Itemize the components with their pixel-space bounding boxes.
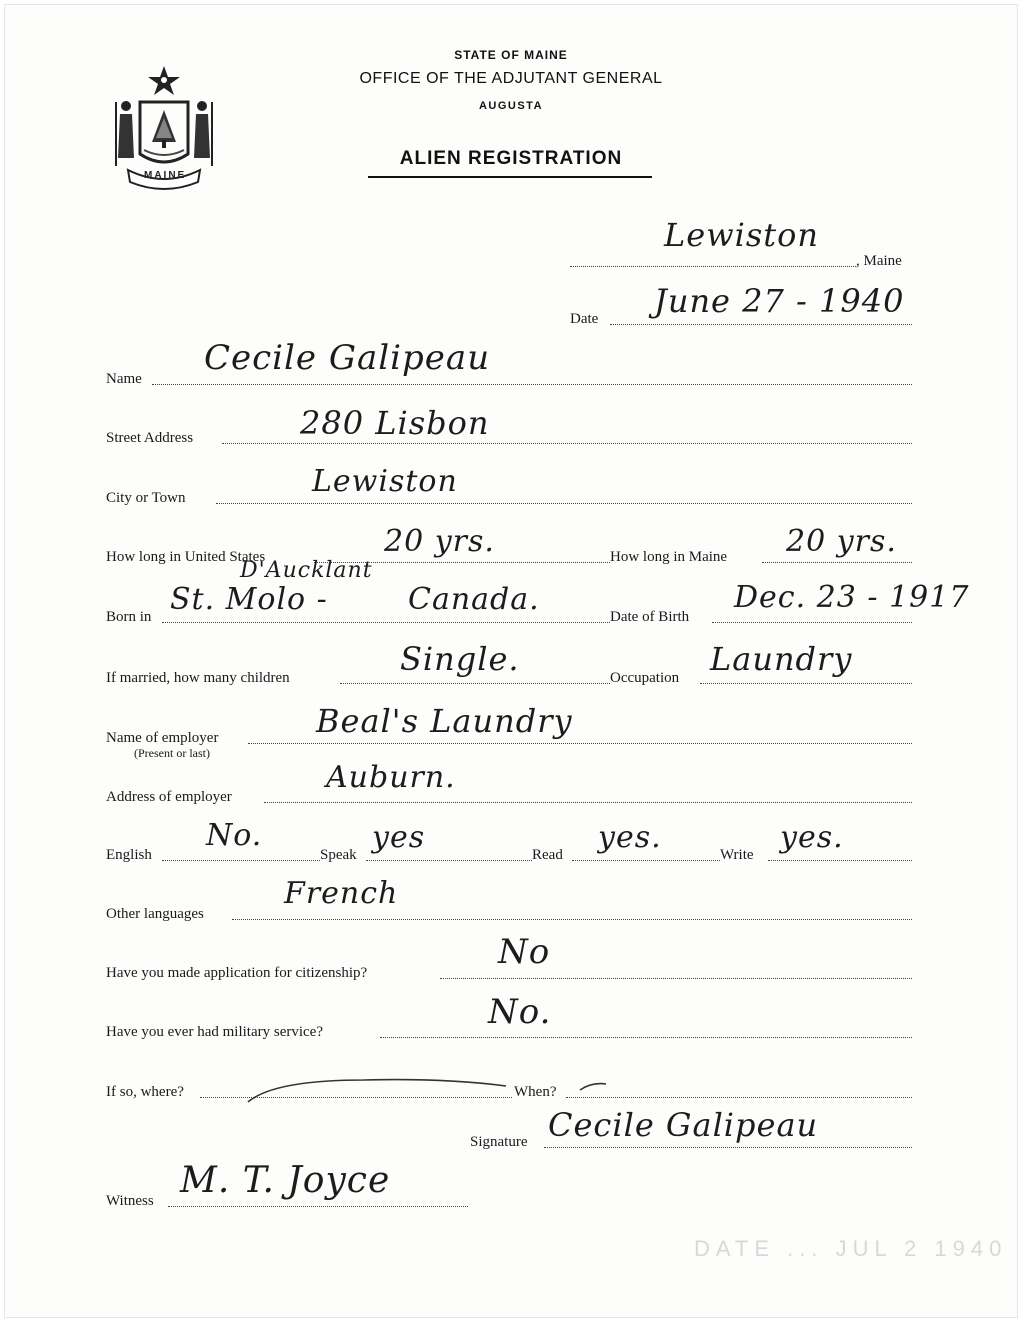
born-country-entry: Canada. (408, 582, 540, 617)
how-long-maine-label: How long in Maine (610, 549, 728, 565)
city-header-line (570, 266, 856, 267)
date-entry: June 27 - 1940 (654, 282, 905, 320)
children-line (340, 683, 610, 684)
occupation-line (700, 683, 912, 684)
occupation-entry: Laundry (710, 640, 853, 678)
citizenship-entry: No (498, 932, 551, 972)
signature-line (544, 1147, 912, 1148)
signature-label: Signature (470, 1134, 528, 1150)
city-town-line (216, 503, 912, 504)
when-label: When? (514, 1084, 557, 1100)
other-languages-line (232, 919, 912, 920)
write-entry: yes. (780, 820, 844, 855)
how-long-us-label: How long in United States (106, 549, 266, 565)
write-label: Write (720, 847, 754, 863)
how-long-maine-line (762, 562, 912, 563)
employer-entry: Beal's Laundry (316, 702, 573, 740)
city-header-entry: Lewiston (664, 216, 819, 254)
date-of-birth-line (712, 622, 912, 623)
military-line (380, 1037, 912, 1038)
witness-entry: M. T. Joyce (180, 1160, 391, 1201)
if-so-where-label: If so, where? (106, 1084, 184, 1100)
street-entry: 280 Lisbon (300, 404, 490, 442)
how-long-maine-entry: 20 yrs. (786, 524, 897, 559)
header-office: OFFICE OF THE ADJUTANT GENERAL (359, 70, 663, 87)
english-entry: No. (206, 818, 263, 853)
speak-entry: yes (372, 820, 426, 855)
employer-address-label: Address of employer (106, 789, 232, 805)
employer-address-entry: Auburn. (326, 760, 456, 795)
name-line (152, 384, 912, 385)
english-line (162, 860, 320, 861)
date-label: Date (570, 311, 599, 327)
employer-line (248, 743, 912, 744)
read-entry: yes. (598, 820, 662, 855)
military-label: Have you ever had military service? (106, 1024, 323, 1040)
seal-banner-text: MAINE (144, 170, 187, 181)
city-town-entry: Lewiston (312, 464, 458, 499)
header-city: AUGUSTA (478, 100, 544, 112)
witness-line (168, 1206, 468, 1207)
title-underline (368, 176, 652, 178)
occupation-label: Occupation (610, 670, 680, 686)
witness-label: Witness (106, 1193, 154, 1209)
english-label: English (106, 847, 152, 863)
name-label: Name (106, 371, 142, 387)
other-languages-label: Other languages (106, 906, 204, 922)
date-of-birth-entry: Dec. 23 - 1917 (734, 580, 970, 615)
children-label: If married, how many children (106, 670, 290, 686)
born-in-entry: St. Molo - (170, 582, 328, 617)
employer-address-line (264, 802, 912, 803)
speak-label: Speak (320, 847, 357, 863)
name-entry: Cecile Galipeau (204, 338, 491, 378)
read-label: Read (532, 847, 563, 863)
other-languages-entry: French (284, 876, 399, 911)
date-line (610, 324, 912, 325)
born-in-line (162, 622, 610, 623)
form-title: ALIEN REGISTRATION (399, 148, 623, 169)
children-entry: Single. (400, 640, 520, 678)
speak-line (366, 860, 532, 861)
born-place-above-entry: D'Aucklant (240, 558, 373, 583)
city-town-label: City or Town (106, 490, 186, 506)
maine-label: , Maine (856, 253, 902, 269)
employer-label: Name of employer (106, 730, 219, 746)
street-label: Street Address (106, 430, 194, 446)
military-entry: No. (488, 992, 552, 1032)
read-line (572, 860, 720, 861)
date-of-birth-label: Date of Birth (610, 609, 690, 625)
signature-entry: Cecile Galipeau (548, 1106, 819, 1144)
employer-sublabel: (Present or last) (134, 746, 210, 760)
citizenship-line (440, 978, 912, 979)
born-in-label: Born in (106, 609, 152, 625)
citizenship-label: Have you made application for citizenship? (106, 965, 368, 981)
how-long-us-entry: 20 yrs. (384, 524, 495, 559)
received-stamp: DATE ... JUL 2 1940 (694, 1236, 1008, 1261)
street-line (222, 443, 912, 444)
registration-form (4, 4, 1018, 1318)
write-line (768, 860, 912, 861)
header-state: STATE OF MAINE (454, 48, 568, 62)
